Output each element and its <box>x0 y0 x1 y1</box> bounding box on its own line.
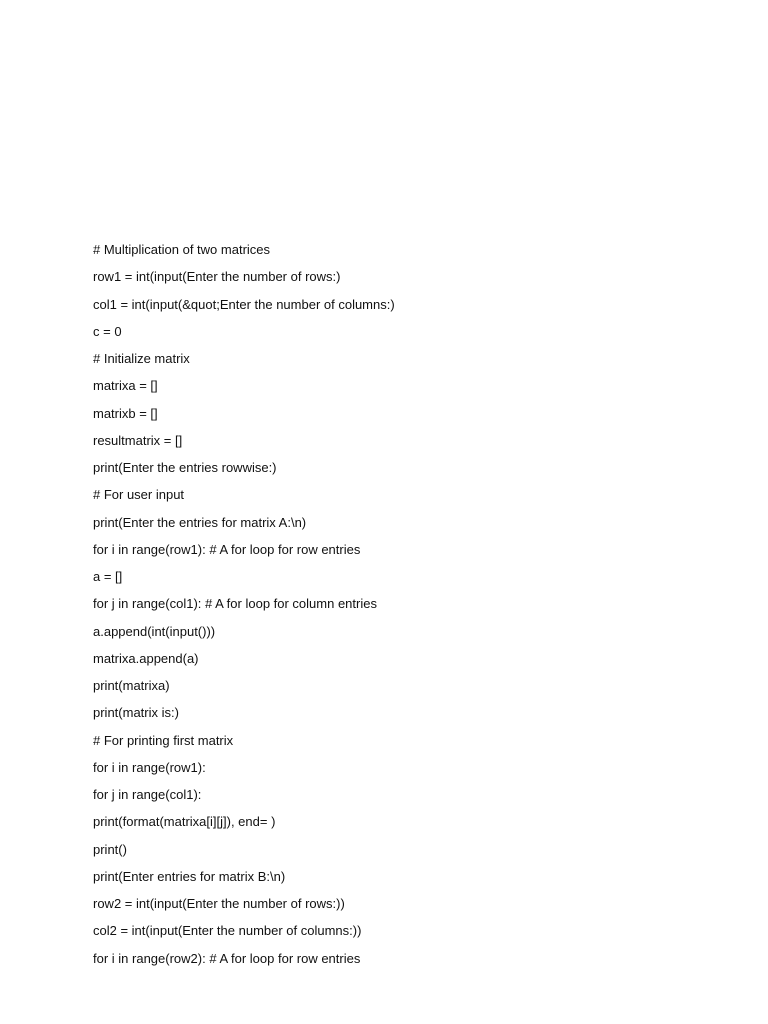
code-line: col1 = int(input(&quot;Enter the number of columns:) <box>93 296 395 312</box>
code-listing <box>93 240 733 976</box>
code-line: print(matrix is:) <box>93 705 179 721</box>
code-line: row1 = int(input(Enter the number of rows:) <box>93 269 341 285</box>
code-line: resultmatrix = [] <box>93 432 183 448</box>
code-line: print(Enter the entries rowwise:) <box>93 460 277 475</box>
code-line: print(Enter entries for matrix B:\n) <box>93 868 286 884</box>
code-line: for j in range(col1): <box>93 787 202 802</box>
code-line: print(format(matrixa[i][j]), end= ) <box>93 814 276 830</box>
code-line: a = [] <box>93 569 123 584</box>
code-line: print(matrixa) <box>93 678 170 693</box>
code-line: print(Enter the entries for matrix A:\n) <box>93 514 307 530</box>
code-line: for i in range(row2): # A for loop for row entries <box>93 950 361 966</box>
code-line: c = 0 <box>93 323 122 339</box>
code-line: # For user input <box>93 487 185 503</box>
code-line: col2 = int(input(Enter the number of columns:)) <box>93 923 362 939</box>
code-line: a.append(int(input())) <box>93 623 216 639</box>
code-line: print() <box>93 841 127 857</box>
code-line: row2 = int(input(Enter the number of rows:)) <box>93 896 345 911</box>
code-line: matrixa.append(a) <box>93 650 199 666</box>
code-line: # Initialize matrix <box>93 351 190 366</box>
code-line: matrixb = [] <box>93 405 158 421</box>
code-line: # Multiplication of two matrices <box>93 242 271 257</box>
code-line: matrixa = [] <box>93 378 158 394</box>
code-line: for j in range(col1): # A for loop for column entries <box>93 596 377 612</box>
code-line: for i in range(row1): # A for loop for row entries <box>93 541 361 557</box>
code-line: # For printing first matrix <box>93 732 234 748</box>
code-line: for i in range(row1): <box>93 759 206 775</box>
